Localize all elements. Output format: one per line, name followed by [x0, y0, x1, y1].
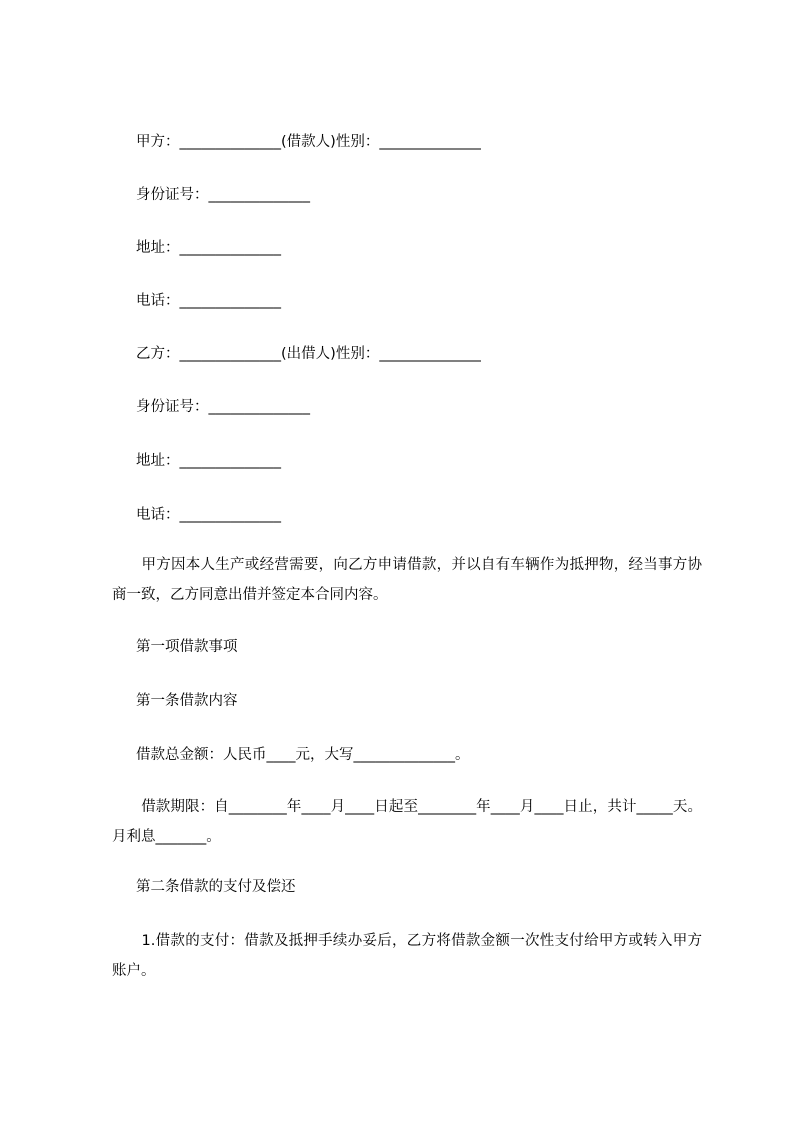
party-a-address: 地址：______________ [136, 240, 281, 256]
section-1-title: 第一项借款事项 [136, 639, 238, 655]
party-a-id-number: 身份证号：______________ [136, 187, 310, 203]
party-b-id-number: 身份证号：______________ [136, 399, 310, 415]
party-b-phone: 电话：______________ [136, 507, 281, 523]
loan-term-paragraph: 借款期限：自________年____月____日起至________年____月____日止，共计_____天。月利息_______。 [112, 799, 702, 845]
party-b-line: 乙方：______________(出借人)性别：______________ [136, 346, 481, 362]
payment-clause-paragraph: 1.借款的支付：借款及抵押手续办妥后，乙方将借款金额一次性支付给甲方或转入甲方账户。 [112, 933, 702, 979]
article-2-title: 第二条借款的支付及偿还 [136, 879, 296, 895]
preamble-paragraph: 甲方因本人生产或经营需要，向乙方申请借款，并以自有车辆作为抵押物，经当事方协商一致，乙方同意出借并签定本合同内容。 [112, 557, 702, 603]
loan-amount-line: 借款总金额：人民币____元，大写______________。 [136, 747, 470, 763]
party-b-address: 地址：______________ [136, 453, 281, 469]
article-1-title: 第一条借款内容 [136, 693, 238, 709]
party-a-phone: 电话：______________ [136, 293, 281, 309]
party-a-line: 甲方：______________(借款人)性别：______________ [136, 134, 481, 150]
